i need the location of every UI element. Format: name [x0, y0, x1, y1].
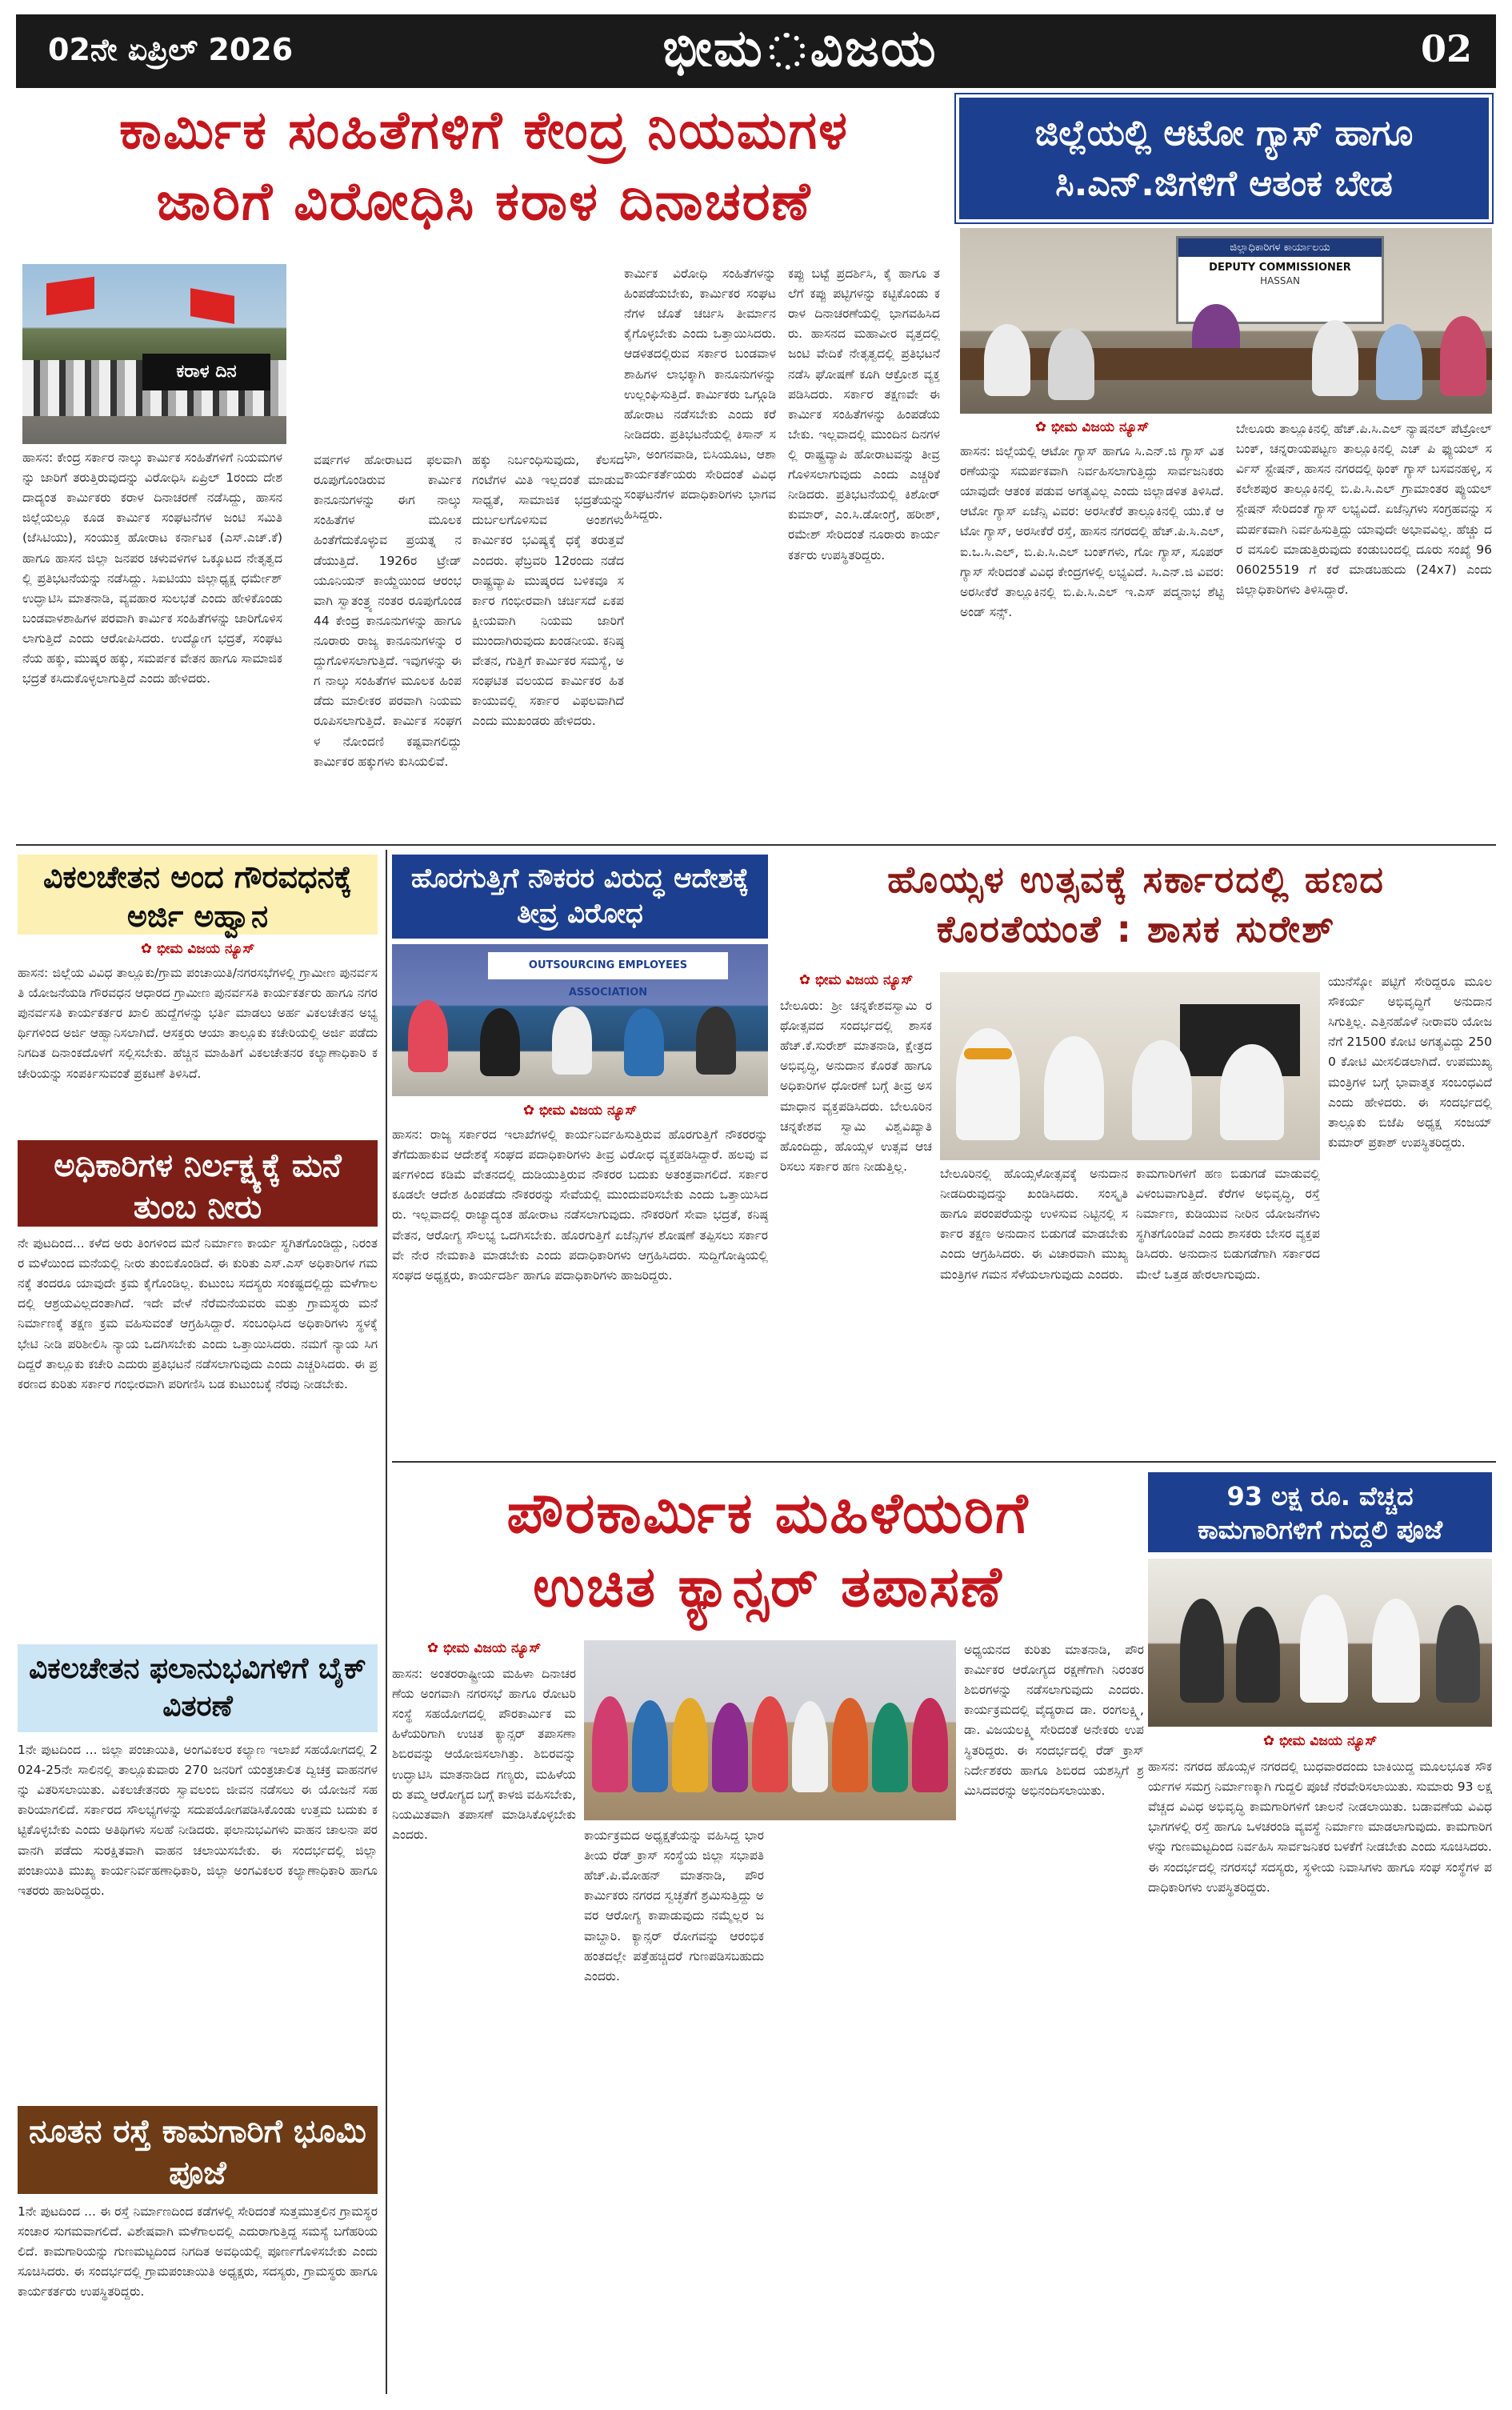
divyang-headline-box	[18, 855, 378, 935]
person	[1236, 1607, 1280, 1703]
person	[1376, 324, 1422, 400]
cancer-col-2: ಕಾರ್ಯಕ್ರಮದ ಅಧ್ಯಕ್ಷತೆಯನ್ನು ವಹಿಸಿದ್ದ ಭಾರತೀಯ ರೆಡ್ ಕ್ರಾಸ್ ಸಂಸ್ಥೆಯ ಜಿಲ್ಲಾ ಸಭಾಪತಿ ಹೆಚ್.ಪಿ.ಮೋಹನ್ ಮಾತನಾಡಿ, ಪೌರಕಾರ್ಮಿಕರು ನಗರದ ಸ್ವಚ್ಛತೆಗೆ ಶ್ರಮಿಸುತ್ತಿದ್ದು ಅವರ ಆರೋಗ್ಯ ಕಾಪಾಡುವುದು ನಮ್ಮೆಲ್ಲರ ಜವಾಬ್ದಾರಿ. ಕ್ಯಾನ್ಸರ್ ರೋಗವನ್ನು ಆರಂಭಿಕ ಹಂತದಲ್ಲೇ ಪತ್ತೆಹಚ್ಚಿದರೆ ಗುಣಪಡಿಸಬಹುದು ಎಂದರು.	[584, 1828, 764, 1984]
road-headline-box	[18, 2106, 378, 2194]
person	[712, 1703, 748, 1792]
cancer-headline	[392, 1476, 1144, 1624]
red-flag	[190, 288, 234, 324]
outsourcing-text: ಹಾಸನ: ರಾಜ್ಯ ಸರ್ಕಾರದ ಇಲಾಖೆಗಳಲ್ಲಿ ಕಾರ್ಯನಿರ್ವಹಿಸುತ್ತಿರುವ ಹೊರಗುತ್ತಿಗೆ ನೌಕರರನ್ನು ತೆಗೆದುಹಾಕುವ ಆದೇಶಕ್ಕೆ ಸಂಘದ ಪದಾಧಿಕಾರಿಗಳು ತೀವ್ರ ವಿರೋಧ ವ್ಯಕ್ತಪಡಿಸಿದ್ದಾರೆ. ಹಲವು ವರ್ಷಗಳಿಂದ ಕಡಿಮೆ ವೇತನದಲ್ಲಿ ದುಡಿಯುತ್ತಿರುವ ನೌಕರರ ಬದುಕು ಅತಂತ್ರವಾಗಲಿದೆ. ಸರ್ಕಾರ ಕೂಡಲೇ ಆದೇಶ ಹಿಂಪಡೆದು ನೌಕರರನ್ನು ಸೇವೆಯಲ್ಲಿ ಮುಂದುವರಿಸಬೇಕು ಎಂದು ಒತ್ತಾಯಿಸಿದರು. ಇಲ್ಲವಾದಲ್ಲಿ ರಾಜ್ಯಾದ್ಯಂತ ಹೋರಾಟ ನಡೆಸಲಾಗುವುದು. ನೌಕರರಿಗೆ ಸೇವಾ ಭದ್ರತೆ, ಕನಿಷ್ಠ ವೇತನ, ಆರೋಗ್ಯ ಸೌಲಭ್ಯ ಒದಗಿಸಬೇಕು. ಹೊರಗುತ್ತಿಗೆ ಏಜೆನ್ಸಿಗಳ ಶೋಷಣೆ ತಪ್ಪಿಸಲು ಸರ್ಕಾರವೇ ನೇರ ನೇಮಕಾತಿ ಮಾಡಬೇಕು ಎಂದು ಪದಾಧಿಕಾರಿಗಳು ಆಗ್ರಹಿಸಿದರು. ಸುದ್ದಿಗೋಷ್ಠಿಯಲ್ಲಿ ಸಂಘದ ಅಧ್ಯಕ್ಷರು, ಕಾರ್ಯದರ್ಶಿ ಹಾಗೂ ಪದಾಧಿಕಾರಿಗಳು ಹಾಜರಿದ್ದರು.	[392, 1127, 768, 1283]
cancer-headline-line1: ಪೌರಕಾರ್ಮಿಕ ಮಹಿಳೆಯರಿಗೆ	[506, 1480, 1030, 1546]
cancer-camp-photo	[584, 1640, 956, 1820]
hoysala-headline-line2: ಕೊರತೆಯಂತೆ : ಶಾಸಕ ಸುರೇಶ್	[936, 907, 1336, 951]
bike-headline-box	[18, 1644, 378, 1732]
pooja93-headline-line1: 93 ಲಕ್ಷ ರೂ. ವೆಚ್ಚದ	[1226, 1481, 1414, 1511]
protest-photo	[22, 264, 286, 444]
person	[1048, 328, 1094, 400]
person	[1440, 316, 1486, 396]
protest-banner: ಕರಾಳ ದಿನ	[142, 354, 270, 390]
groundbreaking-photo	[1148, 1559, 1492, 1727]
hoysala-col-1b	[780, 1164, 932, 1456]
cancer-headline-line2: ಉಚಿತ ಕ್ಯಾನ್ಸರ್ ತಪಾಸಣೆ	[533, 1554, 1003, 1620]
person	[592, 1696, 628, 1792]
hoysala-byline: ✿ ಭೀಮ ವಿಜಯ ನ್ಯೂಸ್	[798, 972, 914, 988]
person	[1180, 1599, 1224, 1703]
person	[632, 1700, 668, 1792]
person	[1372, 1599, 1420, 1703]
lead-col-1: ಹಾಸನ: ಕೇಂದ್ರ ಸರ್ಕಾರ ನಾಲ್ಕು ಕಾರ್ಮಿಕ ಸಂಹಿತೆಗಳಿಗೆ ನಿಯಮಗಳನ್ನು ಜಾರಿಗೆ ತರುತ್ತಿರುವುದನ್ನು ವಿರೋಧಿಸಿ ಏಪ್ರಿಲ್ 1ರಂದು ದೇಶದಾದ್ಯಂತ ಕಾರ್ಮಿಕರು ಕರಾಳ ದಿನಾಚರಣೆ ನಡೆಸಿದ್ದು, ಹಾಸನ ಜಿಲ್ಲೆಯಲ್ಲೂ ಕೂಡ ಕಾರ್ಮಿಕ ಸಂಘಟನೆಗಳ ಜಂಟಿ ಸಮಿತಿ (ಜೆಸಿಟಿಯು), ಸಂಯುಕ್ತ ಹೋರಾಟ ಕರ್ನಾಟಕ (ಎಸ್.ಎಚ್.ಕೆ) ಹಾಗೂ ಹಾಸನ ಜಿಲ್ಲಾ ಜನಪರ ಚಳುವಳಿಗಳ ಒಕ್ಕೂಟದ ನೇತೃತ್ವದಲ್ಲಿ ಪ್ರತಿಭಟನೆಯನ್ನು ನಡೆಸಿದ್ದು. ಸಿಐಟಿಯು ಜಿಲ್ಲಾಧ್ಯಕ್ಷ ಧರ್ಮೇಶ್ ಉದ್ಘಾಟಿಸಿ ಮಾತನಾಡಿ, ವ್ಯವಹಾರ ಸುಲಭತೆ ಎಂದು ಹೇಳಿಕೊಂಡು ಬಂಡವಾಳಶಾಹಿಗಳ ಪರವಾಗಿ ಕಾರ್ಮಿಕ ಸಂಹಿತೆಗಳನ್ನು ಜಾರಿಗೊಳಿಸಲಾಗುತ್ತಿದೆ ಎಂದು ಆರೋಪಿಸಿದರು. ಉದ್ಯೋಗ ಭದ್ರತೆ, ಸಂಘಟನೆಯ ಹಕ್ಕು, ಮುಷ್ಕರ ಹಕ್ಕು, ಸಮರ್ಪಕ ವೇತನ ಹಾಗೂ ಸಾಮಾಜಿಕ ಭದ್ರತೆ ಕಸಿದುಕೊಳ್ಳಲಾಗುತ್ತಿದೆ ಎಂದು ಹೇಳಿದರು.	[22, 450, 282, 687]
person	[1312, 320, 1358, 396]
outsourcing-headline-box	[392, 855, 768, 939]
person	[832, 1698, 868, 1792]
mla-photo	[940, 972, 1320, 1160]
hoysala-col-2: ಬೇಲೂರಿನಲ್ಲಿ ಹೊಯ್ಸಳೋತ್ಸವಕ್ಕೆ ಅನುದಾನ ನೀಡದಿರುವುದನ್ನು ಖಂಡಿಸಿದರು. ಸಂಸ್ಕೃತಿ ಹಾಗೂ ಪರಂಪರೆಯನ್ನು ಉಳಿಸುವ ನಿಟ್ಟಿನಲ್ಲಿ ಸರ್ಕಾರ ತಕ್ಷಣ ಅನುದಾನ ಬಿಡುಗಡೆ ಮಾಡಬೇಕು ಎಂದು ಆಗ್ರಹಿಸಿದರು. ಈ ವಿಚಾರವಾಗಿ ಮುಖ್ಯಮಂತ್ರಿಗಳ ಗಮನ ಸೆಳೆಯಲಾಗುವುದು ಎಂದರು.	[940, 1167, 1128, 1282]
office-sign-en: DEPUTY COMMISSIONER	[1209, 262, 1351, 274]
divider	[392, 1461, 1496, 1463]
outsourcing-byline: ✿ ಭೀಮ ವಿಜಯ ನ್ಯೂಸ್	[522, 1103, 638, 1119]
person	[552, 1007, 592, 1075]
red-flag	[46, 277, 94, 315]
lead-headline-line2: ಜಾರಿಗೆ ವಿರೋಧಿಸಿ ಕರಾಳ ದಿನಾಚರಣೆ	[156, 170, 812, 233]
person	[792, 1701, 828, 1792]
pooja93-text: ಹಾಸನ: ನಗರದ ಹೊಯ್ಸಳ ನಗರದಲ್ಲಿ ಬುಧವಾರದಂದು ಬಾಕಿಯಿದ್ದ ಮೂಲಭೂತ ಸೌಕರ್ಯಗಳ ಸಮಗ್ರ ನಿರ್ಮಾಣಕ್ಕಾಗಿ ಗುದ್ದಲಿ ಪೂಜೆ ನೆರವೇರಿಸಲಾಯಿತು. ಸುಮಾರು 93 ಲಕ್ಷ ವೆಚ್ಚದ ವಿವಿಧ ಅಭಿವೃದ್ಧಿ ಕಾಮಗಾರಿಗಳಿಗೆ ಚಾಲನೆ ನೀಡಲಾಯಿತು. ಬಡಾವಣೆಯ ವಿವಿಧ ಭಾಗಗಳಲ್ಲಿ ರಸ್ತೆ ಹಾಗೂ ಒಳಚರಂಡಿ ವ್ಯವಸ್ಥೆ ನಿರ್ಮಾಣ ಮಾಡಲಾಗುವುದು. ಕಾಮಗಾರಿಗಳನ್ನು ಗುಣಮಟ್ಟದಿಂದ ನಿರ್ವಹಿಸಿ ಸಾರ್ವಜನಿಕರ ಬಳಕೆಗೆ ನೀಡಬೇಕು ಎಂದು ಸೂಚಿಸಿದರು. ಈ ಸಂದರ್ಭದಲ್ಲಿ ನಗರಸಭೆ ಸದಸ್ಯರು, ಸ್ಥಳೀಯ ನಿವಾಸಿಗಳು ಹಾಗೂ ಸಂಘ ಸಂಸ್ಥೆಗಳ ಪದಾಧಿಕಾರಿಗಳು ಉಪಸ್ಥಿತರಿದ್ದರು.	[1148, 1759, 1492, 1895]
logo-left: ಭೀಮ	[662, 19, 764, 78]
person	[1044, 1036, 1104, 1140]
office-place: HASSAN	[1260, 275, 1300, 286]
pooja93-headline-line2: ಕಾಮಗಾರಿಗಳಿಗೆ ಗುದ್ದಲಿ ಪೂಜೆ	[1198, 1514, 1442, 1545]
person	[872, 1703, 908, 1792]
person	[1220, 1044, 1284, 1140]
wheel-icon	[769, 33, 806, 70]
lead-headline-line1: ಕಾರ್ಮಿಕ ಸಂಹಿತೆಗಳಿಗೆ ಕೇಂದ್ರ ನಿಯಮಗಳ	[118, 99, 849, 161]
authorities-headline: ಅಧಿಕಾರಿಗಳ ನಿರ್ಲಕ್ಷ್ಯಕ್ಕೆ ಮನೆ ತುಂಬ ನೀರು	[54, 1147, 342, 1226]
lead-col-3: ಹಕ್ಕು ನಿರ್ಬಂಧಿಸುವುದು, ಕೆಲಸದ ಗಂಟೆಗಳ ಮಿತಿ ಇಲ್ಲದಂತೆ ಮಾಡುವ ಸಾಧ್ಯತೆ, ಸಾಮಾಜಿಕ ಭದ್ರತೆಯನ್ನು ದುರ್ಬಲಗೊಳಿಸುವ ಅಂಶಗಳು ಕಾರ್ಮಿಕರ ಭವಿಷ್ಯಕ್ಕೆ ಧಕ್ಕೆ ತರುತ್ತವೆ ಎಂದರು. ಫೆಬ್ರವರಿ 12ರಂದು ನಡೆದ ರಾಷ್ಟ್ರವ್ಯಾಪಿ ಮುಷ್ಕರದ ಬಳಿಕವೂ ಸರ್ಕಾರ ಗಂಭೀರವಾಗಿ ಚರ್ಚಿಸದೆ ಏಕಪಕ್ಷೀಯವಾಗಿ ನಿಯಮ ಜಾರಿಗೆ ಮುಂದಾಗಿರುವುದು ಖಂಡನೀಯ. ಕನಿಷ್ಠ ವೇತನ, ಗುತ್ತಿಗೆ ಕಾರ್ಮಿಕರ ಸಮಸ್ಯೆ, ಅಸಂಘಟಿತ ವಲಯದ ಕಾರ್ಮಿಕರ ಹಿತ ಕಾಯುವಲ್ಲಿ ಸರ್ಕಾರ ವಿಫಲವಾಗಿದೆ ಎಂದು ಮುಖಂಡರು ಹೇಳಿದರು.	[472, 453, 624, 729]
road-headline: ನೂತನ ರಸ್ತೆ ಕಾಮಗಾರಿಗೆ ಭೂಮಿ ಪೂಜೆ	[29, 2113, 366, 2192]
bike-text: 1ನೇ ಪುಟದಿಂದ ... ಜಿಲ್ಲಾ ಪಂಚಾಯಿತಿ, ಅಂಗವಿಕಲರ ಕಲ್ಯಾಣ ಇಲಾಖೆ ಸಹಯೋಗದಲ್ಲಿ 2024-25ನೇ ಸಾಲಿನಲ್ಲಿ ತಾಲ್ಲೂಕುವಾರು 270 ಜನರಿಗೆ ಯಂತ್ರಚಾಲಿತ ದ್ವಿಚಕ್ರ ವಾಹನಗಳನ್ನು ವಿತರಿಸಲಾಯಿತು. ವಿಕಲಚೇತನರು ಸ್ವಾವಲಂಬಿ ಜೀವನ ನಡೆಸಲು ಈ ಯೋಜನೆ ಸಹಕಾರಿಯಾಗಲಿದೆ. ಸರ್ಕಾರದ ಸೌಲಭ್ಯಗಳನ್ನು ಸದುಪಯೋಗಪಡಿಸಿಕೊಂಡು ಉತ್ತಮ ಬದುಕು ಕಟ್ಟಿಕೊಳ್ಳಬೇಕು ಎಂದು ಅತಿಥಿಗಳು ಸಲಹೆ ನೀಡಿದರು. ಫಲಾನುಭವಿಗಳು ವಾಹನ ಚಾಲನಾ ಪರವಾನಗಿ ಪಡೆದು ಸುರಕ್ಷಿತವಾಗಿ ವಾಹನ ಚಲಾಯಿಸಬೇಕು. ಈ ಸಂದರ್ಭದಲ್ಲಿ ಜಿಲ್ಲಾ ಪಂಚಾಯಿತಿ ಮುಖ್ಯ ಕಾರ್ಯನಿರ್ವಹಣಾಧಿಕಾರಿ, ಜಿಲ್ಲಾ ಅಂಗವಿಕಲರ ಕಲ್ಯಾಣಾಧಿಕಾರಿ ಹಾಗೂ ಇತರರು ಹಾಜರಿದ್ದರು.	[18, 1743, 378, 1898]
logo-right: ವಿಜಯ	[810, 19, 938, 78]
gas-col-2: ಬೇಲೂರು ತಾಲ್ಲೂಕಿನಲ್ಲಿ ಹೆಚ್.ಪಿ.ಸಿ.ಎಲ್ ನ್ಯಾಷನಲ್ ಪೆಟ್ರೋಲ್ ಬಂಕ್, ಚನ್ನರಾಯಪಟ್ಟಣ ತಾಲ್ಲೂಕಿನಲ್ಲಿ ಎಚ್ ಪಿ ಫ್ಯುಯಲ್ ಸರ್ವಿಸ್ ಸ್ಟೇಷನ್, ಹಾಸನ ನಗರದಲ್ಲಿ ಥಿಂಕ್ ಗ್ಯಾಸ್ ಬಸವನಹಳ್ಳಿ, ಸಕಲೇಶಪುರ ತಾಲ್ಲೂಕಿನಲ್ಲಿ ಬಿ.ಪಿ.ಸಿ.ಎಲ್ ಗ್ರಾಮಾಂತರ ಪ್ಯುಯಲ್ ಸ್ಟೇಷನ್ ಸೇರಿದಂತೆ ಗ್ಯಾಸ್ ಲಭ್ಯವಿದೆ. ಏಜೆನ್ಸಿಗಳು ಸಂಗ್ರಹವನ್ನು ಸಮರ್ಪಕವಾಗಿ ನಿರ್ವಹಿಸುತ್ತಿದ್ದು ಯಾವುದೇ ಅಭಾವವಿಲ್ಲ. ಹೆಚ್ಚು ದರ ವಸೂಲಿ ಮಾಡುತ್ತಿರುವುದು ಕಂಡುಬಂದಲ್ಲಿ ದೂರು ಸಂಖ್ಯೆ 9606025519 ಗೆ ಕರೆ ಮಾಡಬಹುದು (24x7) ಎಂದು ಜಿಲ್ಲಾಧಿಕಾರಿಗಳು ತಿಳಿಸಿದ್ದಾರೆ.	[1236, 422, 1492, 597]
lead-col-4: ಕಾರ್ಮಿಕ ವಿರೋಧಿ ಸಂಹಿತೆಗಳನ್ನು ಹಿಂಪಡೆಯಬೇಕು, ಕಾರ್ಮಿಕರ ಸಂಘಟನೆಗಳ ಜೊತೆ ಚರ್ಚಿಸಿ ತೀರ್ಮಾನ ಕೈಗೊಳ್ಳಬೇಕು ಎಂದು ಒತ್ತಾಯಿಸಿದರು. ಆಡಳಿತದಲ್ಲಿರುವ ಸರ್ಕಾರ ಬಂಡವಾಳಶಾಹಿಗಳ ಲಾಭಕ್ಕಾಗಿ ಕಾನೂನುಗಳನ್ನು ಉಲ್ಲಂಘಿಸುತ್ತಿದೆ. ಕಾರ್ಮಿಕರು ಒಗ್ಗೂಡಿ ಹೋರಾಟ ನಡೆಸಬೇಕು ಎಂದು ಕರೆ ನೀಡಿದರು. ಪ್ರತಿಭಟನೆಯಲ್ಲಿ ಕಿಸಾನ್ ಸಭಾ, ಅಂಗನವಾಡಿ, ಬಿಸಿಯೂಟ, ಆಶಾ ಕಾರ್ಯಕರ್ತೆಯರು ಸೇರಿದಂತೆ ವಿವಿಧ ಸಂಘಟನೆಗಳ ಪದಾಧಿಕಾರಿಗಳು ಭಾಗವಹಿಸಿದ್ದರು.	[624, 266, 776, 522]
association-banner: OUTSOURCING EMPLOYEES ASSOCIATION	[488, 952, 728, 979]
meeting-photo	[960, 228, 1492, 414]
divyang-text: ಹಾಸನ: ಜಿಲ್ಲೆಯ ವಿವಿಧ ತಾಲ್ಲೂಕು/ಗ್ರಾಮ ಪಂಚಾಯಿತಿ/ನಗರಸಭೆಗಳಲ್ಲಿ ಗ್ರಾಮೀಣ ಪುನರ್ವಸತಿ ಯೋಜನೆಯಡಿ ಗೌರವಧನ ಆಧಾರದ ಗ್ರಾಮೀಣ ಪುನರ್ವಸತಿ ಕಾರ್ಯಕರ್ತರು ಹಾಗೂ ನಗರ ಪುನರ್ವಸತಿ ಕಾರ್ಯಕರ್ತರ ಖಾಲಿ ಹುದ್ದೆಗಳನ್ನು ಭರ್ತಿ ಮಾಡಲು ಅರ್ಹ ವಿಕಲಚೇತನ ಅಭ್ಯರ್ಥಿಗಳಿಂದ ಅರ್ಜಿ ಆಹ್ವಾನಿಸಲಾಗಿದೆ. ಆಸಕ್ತರು ಆಯಾ ತಾಲ್ಲೂಕು ಕಚೇರಿಯಲ್ಲಿ ಅರ್ಜಿ ಪಡೆದು ನಿಗದಿತ ದಿನಾಂಕದೊಳಗೆ ಸಲ್ಲಿಸಬೇಕು. ಹೆಚ್ಚಿನ ಮಾಹಿತಿಗೆ ವಿಕಲಚೇತನರ ಕಲ್ಯಾಣಾಧಿಕಾರಿ ಕಚೇರಿಯನ್ನು ಸಂಪರ್ಕಿಸುವಂತೆ ಪ್ರಕಟಣೆ ತಿಳಿಸಿದೆ.	[18, 966, 378, 1081]
hoysala-col-4: ಯುನೆಸ್ಕೋ ಪಟ್ಟಿಗೆ ಸೇರಿದ್ದರೂ ಮೂಲಸೌಕರ್ಯ ಅಭಿವೃದ್ಧಿಗೆ ಅನುದಾನ ಸಿಗುತ್ತಿಲ್ಲ. ಎತ್ತಿನಹೊಳೆ ನೀರಾವರಿ ಯೋಜನೆಗೆ 21500 ಕೋಟಿ ಅಗತ್ಯವಿದ್ದು 2500 ಕೋಟಿ ಮೀಸಲಿಡಲಾಗಿದೆ. ಉಪಮುಖ್ಯಮಂತ್ರಿಗಳ ಬಗ್ಗೆ ಭಾವಾತ್ಮಕ ಸಂಬಂಧವಿದೆ ಎಂದು ಹೇಳಿದರು. ಈ ಸಂದರ್ಭದಲ್ಲಿ ತಾಲ್ಲೂಕು ಬಿಜೆಪಿ ಅಧ್ಯಕ್ಷ ಸಂಜಯ್ ಕುಮಾರ್ ಪ್ರಕಾಶ್ ಉಪಸ್ಥಿತರಿದ್ದರು.	[1328, 975, 1492, 1150]
divyang-byline: ✿ ಭೀಮ ವಿಜಯ ನ್ಯೂಸ್	[140, 941, 255, 957]
authorities-text: ನೇ ಪುಟದಿಂದ... ಕಳೆದ ಅರು ತಿಂಗಳಿಂದ ಮನೆ ನಿರ್ಮಾಣ ಕಾರ್ಯ ಸ್ಥಗಿತಗೊಂಡಿದ್ದು, ನಿರಂತರ ಮಳೆಯಿಂದ ಮನೆಯಲ್ಲಿ ನೀರು ತುಂಬಿಕೊಂಡಿದೆ. ಈ ಕುರಿತು ಎಸ್.ಎಸ್ ಅಧಿಕಾರಿಗಳ ಗಮನಕ್ಕೆ ತಂದರೂ ಯಾವುದೇ ಕ್ರಮ ಕೈಗೊಂಡಿಲ್ಲ. ಕುಟುಂಬ ಸದಸ್ಯರು ಸಂಕಷ್ಟದಲ್ಲಿದ್ದು ಮಳೆಗಾಲದಲ್ಲಿ ಆಶ್ರಯವಿಲ್ಲದಂತಾಗಿದೆ. ಇದೇ ವೇಳೆ ನೆರೆಮನೆಯವರು ಮತ್ತು ಗ್ರಾಮಸ್ಥರು ಮನೆ ನಿರ್ಮಾಣಕ್ಕೆ ತಕ್ಷಣ ಕ್ರಮ ವಹಿಸುವಂತೆ ಆಗ್ರಹಿಸಿದ್ದಾರೆ. ಸಂಬಂಧಿಸಿದ ಅಧಿಕಾರಿಗಳು ಸ್ಥಳಕ್ಕೆ ಭೇಟಿ ನೀಡಿ ಪರಿಶೀಲಿಸಿ ನ್ಯಾಯ ಒದಗಿಸಬೇಕು ಎಂದು ಒತ್ತಾಯಿಸಿದರು. ನಮಗೆ ನ್ಯಾಯ ಸಿಗದಿದ್ದರೆ ತಾಲ್ಲೂಕು ಕಚೇರಿ ಎದುರು ಪ್ರತಿಭಟನೆ ನಡೆಸಲಾಗುವುದು ಎಂದು ಎಚ್ಚರಿಸಿದರು. ಈ ಪ್ರಕರಣದ ಕುರಿತು ಸರ್ಕಾರ ಗಂಭೀರವಾಗಿ ಪರಿಗಣಿಸಿ ಬಡ ಕುಟುಂಬಕ್ಕೆ ನೆರವು ನೀಡಬೇಕು.	[18, 1236, 378, 1391]
pooja93-byline: ✿ ಭೀಮ ವಿಜಯ ನ್ಯೂಸ್	[1262, 1733, 1378, 1749]
lead-col-2: ವರ್ಷಗಳ ಹೋರಾಟದ ಫಲವಾಗಿ ರೂಪುಗೊಂಡಿರುವ ಕಾರ್ಮಿಕ ಕಾನೂನುಗಳನ್ನು ಈಗ ನಾಲ್ಕು ಸಂಹಿತೆಗಳ ಮೂಲಕ ಹಿಂತೆಗೆದುಕೊಳ್ಳುವ ಪ್ರಯತ್ನ ನಡೆಯುತ್ತಿದೆ. 1926ರ ಟ್ರೇಡ್ ಯೂನಿಯನ್ ಕಾಯ್ದೆಯಿಂದ ಆರಂಭವಾಗಿ ಸ್ವಾತಂತ್ರ್ಯ ನಂತರ ರೂಪುಗೊಂಡ 44 ಕೇಂದ್ರ ಕಾನೂನುಗಳನ್ನು ಹಾಗೂ ನೂರಾರು ರಾಜ್ಯ ಕಾನೂನುಗಳನ್ನು ರದ್ದುಗೊಳಿಸಲಾಗುತ್ತಿದೆ. ಇವುಗಳನ್ನು ಈಗ ನಾಲ್ಕು ಸಂಹಿತೆಗಳ ಮೂಲಕ ಹಿಂಪಡೆದು ಮಾಲೀಕರ ಪರವಾಗಿ ನಿಯಮ ರೂಪಿಸಲಾಗುತ್ತಿದೆ. ಕಾರ್ಮಿಕ ಸಂಘಗಳ ನೋಂದಣಿ ಕಷ್ಟವಾಗಲಿದ್ದು ಕಾರ್ಮಿಕರ ಹಕ್ಕುಗಳು ಕುಸಿಯಲಿವೆ.	[314, 453, 462, 769]
pooja93-headline-box	[1148, 1472, 1492, 1552]
gas-byline: ✿ ಭೀಮ ವಿಜಯ ನ್ಯೂಸ್	[1034, 419, 1150, 435]
newspaper-logo	[600, 19, 1000, 78]
masthead	[16, 14, 1496, 88]
person	[984, 324, 1030, 396]
hoysala-col-3: ಕಾಮಗಾರಿಗಳಿಗೆ ಹಣ ಬಿಡುಗಡೆ ಮಾಡುವಲ್ಲಿ ವಿಳಂಬವಾಗುತ್ತಿದೆ. ಕೆರೆಗಳ ಅಭಿವೃದ್ಧಿ, ರಸ್ತೆ ನಿರ್ಮಾಣ, ಕುಡಿಯುವ ನೀರಿನ ಯೋಜನೆಗಳು ಸ್ಥಗಿತಗೊಂಡಿವೆ ಎಂದು ಶಾಸಕರು ಬೇಸರ ವ್ಯಕ್ತಪಡಿಸಿದರು. ಅನುದಾನ ಬಿಡುಗಡೆಗಾಗಿ ಸರ್ಕಾರದ ಮೇಲೆ ಒತ್ತಡ ಹೇರಲಾಗುವುದು.	[1136, 1167, 1320, 1282]
gas-headline-box	[956, 94, 1492, 222]
person	[752, 1696, 788, 1792]
person	[912, 1698, 948, 1792]
lead-col-5: ಕಪ್ಪು ಬಟ್ಟೆ ಪ್ರದರ್ಶಿಸಿ, ಕೈ ಹಾಗೂ ತಲೆಗೆ ಕಪ್ಪು ಪಟ್ಟಿಗಳನ್ನು ಕಟ್ಟಿಕೊಂಡು ಕರಾಳ ದಿನಾಚರಣೆಯಲ್ಲಿ ಭಾಗವಹಿಸಿದರು. ಹಾಸನದ ಮಹಾವೀರ ವೃತ್ತದಲ್ಲಿ ಜಂಟಿ ವೇದಿಕೆ ನೇತೃತ್ವದಲ್ಲಿ ಪ್ರತಿಭಟನೆ ನಡೆಸಿ ಘೋಷಣೆ ಕೂಗಿ ಆಕ್ರೋಶ ವ್ಯಕ್ತಪಡಿಸಿದರು. ಸರ್ಕಾರ ತಕ್ಷಣವೇ ಈ ಕಾರ್ಮಿಕ ಸಂಹಿತೆಗಳನ್ನು ಹಿಂಪಡೆಯಬೇಕು. ಇಲ್ಲವಾದಲ್ಲಿ ಮುಂದಿನ ದಿನಗಳಲ್ಲಿ ರಾಷ್ಟ್ರವ್ಯಾಪಿ ಹೋರಾಟವನ್ನು ತೀವ್ರಗೊಳಿಸಲಾಗುವುದು ಎಂದು ಎಚ್ಚರಿಕೆ ನೀಡಿದರು. ಪ್ರತಿಭಟನೆಯಲ್ಲಿ ಕಿಶೋರ್ ಕುಮಾರ್, ಎಂ.ಸಿ.ಡೋಂಗ್ರೆ, ಹರೀಶ್, ರಮೇಶ್ ಸೇರಿದಂತೆ ನೂರಾರು ಕಾರ್ಯಕರ್ತರು ಉಪಸ್ಥಿತರಿದ್ದರು.	[788, 266, 940, 562]
gas-headline-line2: ಸಿ.ಎನ್.ಜಿಗಳಿಗೆ ಆತಂಕ ಬೇಡ	[1055, 163, 1393, 205]
person	[480, 1008, 520, 1076]
cancer-col-3: ಅಧ್ಯಯನದ ಕುರಿತು ಮಾತನಾಡಿ, ಪೌರಕಾರ್ಮಿಕರ ಆರೋಗ್ಯದ ರಕ್ಷಣೆಗಾಗಿ ನಿರಂತರ ಶಿಬಿರಗಳನ್ನು ನಡೆಸಲಾಗುವುದು ಎಂದರು. ಕಾರ್ಯಕ್ರಮದಲ್ಲಿ ವೈದ್ಯರಾದ ಡಾ. ರಂಗಲಕ್ಷ್ಮಿ, ಡಾ. ವಿಜಯಲಕ್ಷ್ಮಿ ಸೇರಿದಂತೆ ಅನೇಕರು ಉಪಸ್ಥಿತರಿದ್ದರು. ಈ ಸಂದರ್ಭದಲ್ಲಿ ರೆಡ್ ಕ್ರಾಸ್ ನಿರ್ದೇಶಕರು ಹಾಗೂ ಶಿಬಿರದ ಯಶಸ್ಸಿಗೆ ಶ್ರಮಿಸಿದವರನ್ನು ಅಭಿನಂದಿಸಲಾಯಿತು.	[964, 1643, 1144, 1798]
person	[624, 1008, 664, 1076]
road-text: 1ನೇ ಪುಟದಿಂದ ... ಈ ರಸ್ತೆ ನಿರ್ಮಾಣದಿಂದ ಕಡೆಗಳಲ್ಲಿ ಸೇರಿದಂತೆ ಸುತ್ತಮುತ್ತಲಿನ ಗ್ರಾಮಸ್ಥರ ಸಂಚಾರ ಸುಗಮವಾಗಲಿದೆ. ವಿಶೇಷವಾಗಿ ಮಳೆಗಾಲದಲ್ಲಿ ಎದುರಾಗುತ್ತಿದ್ದ ಸಮಸ್ಯೆ ಬಗೆಹರಿಯಲಿದೆ. ಕಾಮಗಾರಿಯನ್ನು ಗುಣಮಟ್ಟದಿಂದ ನಿಗದಿತ ಅವಧಿಯಲ್ಲಿ ಪೂರ್ಣಗೊಳಿಸಬೇಕು ಎಂದು ಸೂಚಿಸಿದರು. ಈ ಸಂದರ್ಭದಲ್ಲಿ ಗ್ರಾಮಪಂಚಾಯಿತಿ ಅಧ್ಯಕ್ಷರು, ಸದಸ್ಯರು, ಗ್ರಾಮಸ್ಥರು ಹಾಗೂ ಕಾರ್ಯಕರ್ತರು ಉಪಸ್ಥಿತರಿದ್ದರು.	[18, 2204, 378, 2300]
person	[956, 1028, 1020, 1140]
cancer-byline: ✿ ಭೀಮ ವಿಜಯ ನ್ಯೂಸ್	[426, 1640, 542, 1656]
page-number: 02	[1420, 27, 1472, 70]
hoysala-col-1: ಬೇಲೂರು: ಶ್ರೀ ಚನ್ನಕೇಶವಸ್ವಾಮಿ ರಥೋತ್ಸವದ ಸಂದರ್ಭದಲ್ಲಿ ಶಾಸಕ ಹೆಚ್.ಕೆ.ಸುರೇಶ್ ಮಾತನಾಡಿ, ಕ್ಷೇತ್ರದ ಅಭಿವೃದ್ಧಿ, ಅನುದಾನ ಕೊರತೆ ಹಾಗೂ ಅಧಿಕಾರಿಗಳ ಧೋರಣೆ ಬಗ್ಗೆ ತೀವ್ರ ಅಸಮಾಧಾನ ವ್ಯಕ್ತಪಡಿಸಿದರು. ಬೇಲೂರಿನ ಚನ್ನಕೇಶವ ಸ್ವಾಮಿ ವಿಶ್ವವಿಖ್ಯಾತಿ ಹೊಂದಿದ್ದು, ಹೊಯ್ಸಳ ಉತ್ಸವ ಆಚರಿಸಲು ಸರ್ಕಾರ ಹಣ ನೀಡುತ್ತಿಲ್ಲ.	[780, 999, 932, 1174]
hoysala-headline	[780, 855, 1492, 954]
person	[696, 1007, 736, 1075]
divyang-headline: ವಿಕಲಚೇತನ ಅಂದ ಗೌರವಧನಕ್ಕೆ ಅರ್ಜಿ ಅಹ್ವಾನ	[43, 859, 352, 935]
lead-headline	[20, 94, 948, 237]
person	[1132, 1040, 1192, 1140]
divider	[386, 850, 387, 2394]
divider	[16, 844, 1496, 846]
gas-headline-line1: ಜಿಲ್ಲೆಯಲ್ಲಿ ಆಟೋ ಗ್ಯಾಸ್ ಹಾಗೂ	[1034, 113, 1414, 154]
press-meet-photo	[392, 944, 768, 1096]
office-sign: ಜಿಲ್ಲಾಧಿಕಾರಿಗಳ ಕಾರ್ಯಾಲಯ	[1178, 238, 1382, 257]
gas-col-1: ಹಾಸನ: ಜಿಲ್ಲೆಯಲ್ಲಿ ಆಟೋ ಗ್ಯಾಸ್ ಹಾಗೂ ಸಿ.ಎನ್.ಜಿ ಗ್ಯಾಸ್ ವಿತರಣೆಯನ್ನು ಸಮರ್ಪಕವಾಗಿ ನಿರ್ವಹಿಸಲಾಗುತ್ತಿದ್ದು ಸಾರ್ವಜನಿಕರು ಯಾವುದೇ ಆತಂಕ ಪಡುವ ಅಗತ್ಯವಿಲ್ಲ ಎಂದು ಜಿಲ್ಲಾಡಳಿತ ತಿಳಿಸಿದೆ. ಆಟೋ ಗ್ಯಾಸ್ ಏಜೆನ್ಸಿ ವಿವರ: ಅರಸೀಕೆರೆ ತಾಲ್ಲೂಕಿನಲ್ಲಿ ಯು.ಕೆ ಆಟೋ ಗ್ಯಾಸ್, ಅರಸೀಕೆರೆ ರಸ್ತೆ, ಹಾಸನ ನಗರದಲ್ಲಿ ಹೆಚ್.ಪಿ.ಸಿ.ಎಲ್, ಐ.ಒ.ಸಿ.ಎಲ್, ಬಿ.ಪಿ.ಸಿ.ಎಲ್ ಬಂಕ್‌ಗಳು, ಗೋ ಗ್ಯಾಸ್, ಸೂಪರ್ ಗ್ಯಾಸ್ ಸೇರಿದಂತೆ ವಿವಿಧ ಕೇಂದ್ರಗಳಲ್ಲಿ ಲಭ್ಯವಿದೆ. ಸಿ.ಎನ್.ಜಿ ವಿವರ: ಅರಸೀಕೆರೆ ತಾಲ್ಲೂಕಿನಲ್ಲಿ ಬಿ.ಪಿ.ಸಿ.ಎಲ್ ಇ.ಎಸ್ ಪದ್ಮನಾಭ ಶೆಟ್ಟಿ ಅಂಡ್ ಸನ್ಸ್.	[960, 444, 1224, 619]
issue-date: 02ನೇ ಏಪ್ರಿಲ್ 2026	[48, 32, 294, 67]
outsourcing-headline: ಹೊರಗುತ್ತಿಗೆ ನೌಕರರ ವಿರುದ್ಧ ಆದೇಶಕ್ಕೆ ತೀವ್ರ ವಿರೋಧ	[410, 863, 750, 931]
authorities-headline-box	[18, 1140, 378, 1227]
person	[672, 1698, 708, 1792]
person	[1300, 1595, 1348, 1703]
person	[1436, 1605, 1480, 1703]
cancer-col-1: ಹಾಸನ: ಅಂತರರಾಷ್ಟ್ರೀಯ ಮಹಿಳಾ ದಿನಾಚರಣೆಯ ಅಂಗವಾಗಿ ನಗರಸಭೆ ಹಾಗೂ ರೋಟರಿ ಸಂಸ್ಥೆ ಸಹಯೋಗದಲ್ಲಿ ಪೌರಕಾರ್ಮಿಕ ಮಹಿಳೆಯರಿಗಾಗಿ ಉಚಿತ ಕ್ಯಾನ್ಸರ್ ತಪಾಸಣಾ ಶಿಬಿರವನ್ನು ಆಯೋಜಿಸಲಾಗಿತ್ತು. ಶಿಬಿರವನ್ನು ಉದ್ಘಾಟಿಸಿ ಮಾತನಾಡಿದ ಗಣ್ಯರು, ಮಹಿಳೆಯರು ತಮ್ಮ ಆರೋಗ್ಯದ ಬಗ್ಗೆ ಕಾಳಜಿ ವಹಿಸಬೇಕು, ನಿಯಮಿತವಾಗಿ ತಪಾಸಣೆ ಮಾಡಿಸಿಕೊಳ್ಳಬೇಕು ಎಂದರು.	[392, 1667, 576, 1842]
person	[408, 1000, 448, 1072]
hoysala-headline-line1: ಹೊಯ್ಸಳ ಉತ್ಸವಕ್ಕೆ ಸರ್ಕಾರದಲ್ಲಿ ಹಣದ	[887, 858, 1385, 901]
bike-headline: ವಿಕಲಚೇತನ ಫಲಾನುಭವಿಗಳಿಗೆ ಬೈಕ್ ವಿತರಣೆ	[29, 1652, 366, 1723]
flower-garland	[964, 1048, 1012, 1059]
